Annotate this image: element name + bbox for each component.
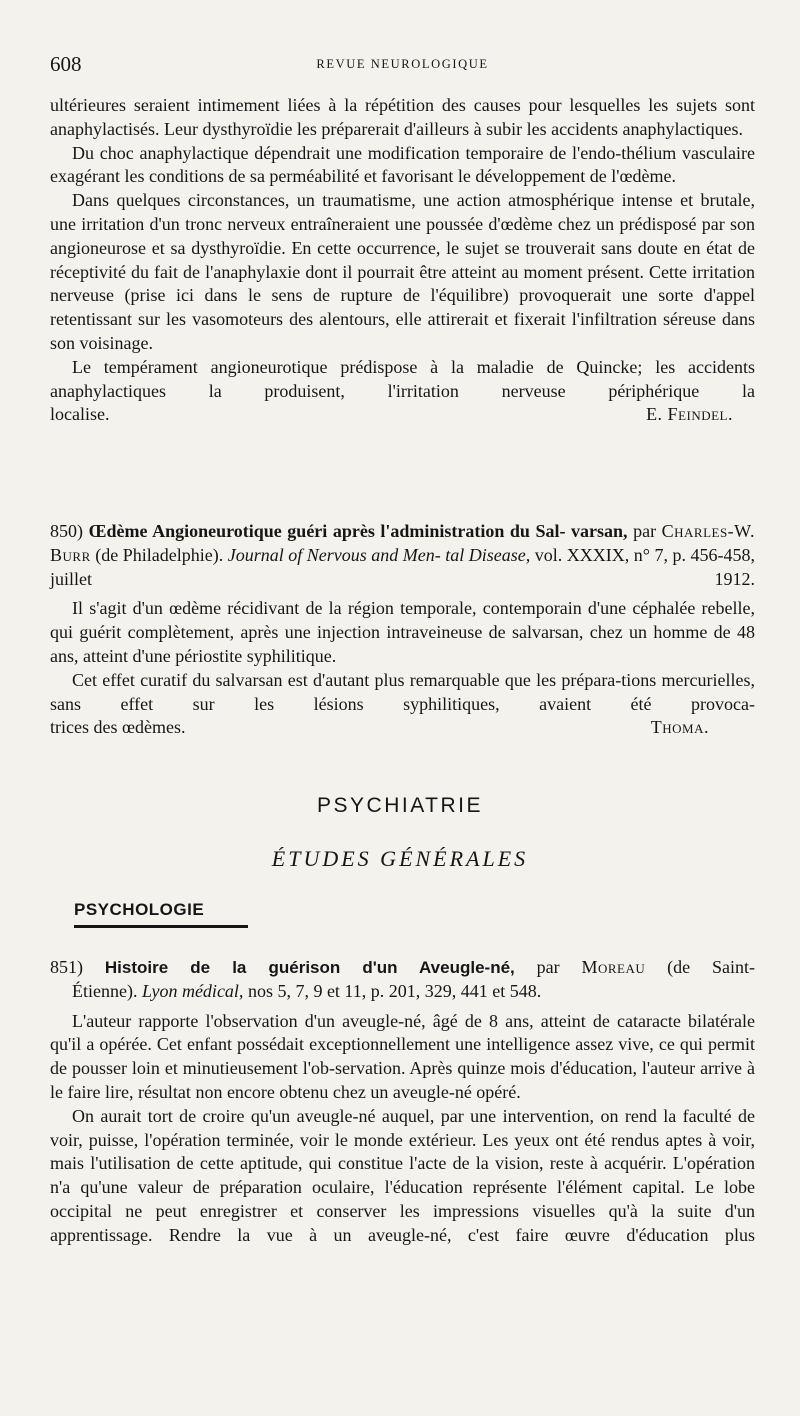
paragraph-end bbox=[50, 403, 755, 427]
article-number: 851) bbox=[50, 957, 83, 977]
article-heading: 850) Œdème Angioneurotique guéri après l'administration du Sal- varsan, par Charles-W. Burr (de Philadelphie). Journal of Nervous and Men- tal Disease, vol. XXXIX, n° 7, p. 456-458, juillet 1912. bbox=[50, 521, 756, 589]
journal-name: Journal of Nervous and Men- bbox=[227, 544, 441, 565]
article-heading-cont: Étienne). Lyon médical, nos 5, 7, 9 et 11, p. 201, 329, 441 et 548. bbox=[72, 980, 542, 1001]
paragraph: Le tempérament angioneurotique prédispose à la maladie de Quincke; les accidents anaphylactiques la produisent, l'irritation nerveuse périphérique la bbox=[50, 356, 755, 401]
citation: vol. XXXIX, n° 7, p. 456-458, juillet 1912. bbox=[50, 544, 756, 589]
article-author: Charles-W. Burr bbox=[50, 521, 756, 565]
paragraph-last-line: localise. bbox=[50, 404, 110, 425]
author-signature: Thoma. bbox=[650, 717, 709, 738]
article-850 bbox=[50, 520, 755, 740]
article-title-cont: varsan, bbox=[571, 521, 628, 541]
page-number: 608 bbox=[50, 52, 82, 76]
article-number: 850) bbox=[50, 521, 83, 541]
article-851 bbox=[50, 956, 755, 1248]
article-title: Histoire de la guérison d'un Aveugle-né, bbox=[104, 958, 515, 977]
paragraph: Cet effet curatif du salvarsan est d'autant plus remarquable que les prépara-tions mercurielles, sans effet sur les lésions syphilitiques, avaient été provoca- bbox=[50, 669, 755, 714]
running-title: REVUE NEUROLOGIQUE bbox=[316, 57, 489, 71]
article-author: Moreau bbox=[581, 957, 646, 977]
paragraph: Il s'agit d'un œdème récidivant de la région temporale, contemporain d'une céphalée rebelle, qui guérit complètement, après une injection intraveineuse de salvarsan, chez un homme de 48 ans, atteint d'une périostite syphilitique. bbox=[50, 598, 755, 666]
paragraph-end bbox=[50, 716, 755, 740]
paragraph-last-line: trices des œdèmes. bbox=[50, 717, 186, 738]
section-title: PSYCHIATRIE bbox=[317, 794, 483, 817]
author-signature: E. Feindel. bbox=[646, 404, 733, 425]
paragraph: Dans quelques circonstances, un traumatisme, une action atmosphérique intense et brutale, une irritation d'un tronc nerveux entraîneraient une poussée d'œdème chez un prédisposé par son angioneurose et sa dysthyroïdie. En cette occurrence, le sujet se trouverait sans doute en état de réceptivité du fait de l'anaphylaxie dont il pourrait être atteint au moment présent. Cette irritation nerveuse (prise ici dans le sens de rupture de l'équilibre) provoquerait une sorte d'appel retentissant sur les vasomoteurs des alentours, elle attirerait et fixerait l'infiltration séreuse dans son voisinage. bbox=[50, 190, 756, 353]
article-title: Œdème Angioneurotique guéri après l'administration du Sal- bbox=[88, 521, 566, 541]
paragraph: On aurait tort de croire qu'un aveugle-né auquel, par une intervention, on rend la faculté de voir, puisse, l'opération terminée, voir le monde extérieur. Les yeux ont été rendus aptes à voir, mais l'utilisation de cette aptitude, qui constitue l'acte de la vision, reste à acquérir. L'opération n'a qu'une valeur de préparation oculaire, l'éducation représente l'élément capital. Le lobe occipital ne peut enregistrer et conserver les impressions visuelles qu'à la suite d'un apprentissage. Rendre la vue à un aveugle-né, c'est faire œuvre d'éducation plus bbox=[50, 1105, 756, 1245]
article-heading: 851) Histoire de la guérison d'un Aveugle-né, par Moreau (de Saint- bbox=[50, 957, 755, 977]
subsection-title: ÉTUDES GÉNÉRALES bbox=[271, 846, 529, 871]
paragraph: L'auteur rapporte l'observation d'un aveugle-né, âgé de 8 ans, atteint de cataracte bilatérale qu'il a opérée. Cet enfant possédait exceptionnellement une intelligence assez vive, ce qui permit de pousser loin et minutieusement l'ob-servation. Après quinze mois d'éducation, l'auteur arrive à le faire lire, résultat non encore obtenu chez un aveugle-né opéré. bbox=[50, 1010, 756, 1102]
paragraph: Du choc anaphylactique dépendrait une modification temporaire de l'endo-thélium vasculaire exagérant les conditions de sa perméabilité et favorisant le développement de l'œdème. bbox=[50, 142, 755, 187]
citation: nos 5, 7, 9 et 11, p. 201, 329, 441 et 548. bbox=[243, 980, 542, 1001]
page-header bbox=[50, 52, 755, 76]
intro-continuation bbox=[50, 94, 755, 427]
rubric-underline bbox=[74, 925, 248, 928]
rubric-heading: PSYCHOLOGIE bbox=[74, 900, 205, 919]
paragraph: ultérieures seraient intimement liées à la répétition des causes pour lesquelles les sujets sont anaphylactisés. Leur dysthyroïdie les préparerait d'ailleurs à subir les accidents anaphylactiques. bbox=[50, 95, 755, 139]
journal-name: Lyon médical, bbox=[141, 980, 244, 1001]
